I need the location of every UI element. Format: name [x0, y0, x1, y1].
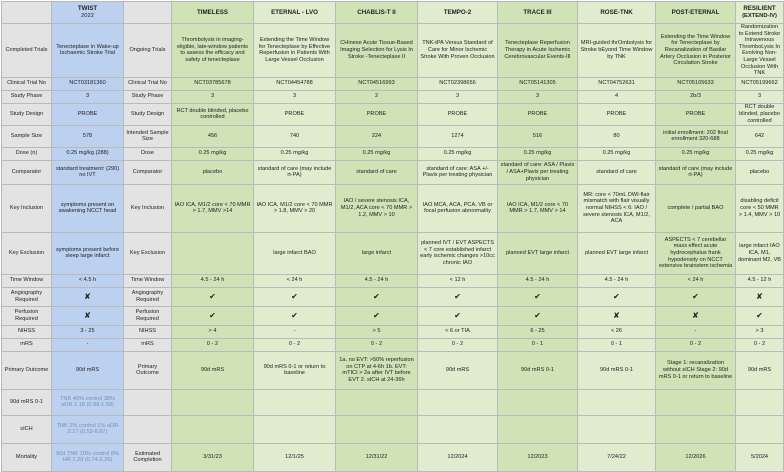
trial-cell: RCT double blinded, placebo controlled — [172, 103, 254, 125]
trial-cell: 3/31/23 — [172, 443, 254, 471]
row-label: Sample Size — [2, 125, 52, 147]
table-row — [2, 77, 784, 90]
trial-cell: large infarct IAO ICA, M1, dominant M2, VB — [736, 232, 784, 274]
table-row — [2, 274, 784, 287]
trial-cell — [254, 415, 336, 443]
row-label: Dose (n) — [2, 147, 52, 160]
trial-cell: large infarct BAO — [254, 232, 336, 274]
trial-cell: 0.25 mg/kg — [578, 147, 656, 160]
trial-cell: PROBE — [336, 103, 418, 125]
trial-cell: IAO / severe stenosis ICA, M1/2, ACA core < 70 MMR > 1.2, MMV > 10 — [336, 184, 418, 232]
trial-cell: initial enrollment: 202 final enrollment 320-688 — [656, 125, 736, 147]
trial-cell — [736, 389, 784, 415]
trial-cell: 12/1/25 — [254, 443, 336, 471]
trial-cell: 90d mRS — [418, 351, 498, 389]
trial-cell: IAO ICA, M1/2 core < 70 MMR > 1.7, MMV > 14 — [498, 184, 578, 232]
trial-cell: planned EVT large infarct — [578, 232, 656, 274]
trial-cell: 2 — [336, 90, 418, 103]
row-label: Key Exclusion — [2, 232, 52, 274]
twist-cell: - — [52, 338, 124, 351]
trial-cell: Extending the Time Window for Tenecteplase by Recanalization of Basilar Artery Occlusion in Posterior Circulation Stroke — [656, 24, 736, 78]
table-row — [2, 90, 784, 103]
table-row — [2, 338, 784, 351]
twist-cell: ✘ — [52, 287, 124, 306]
trial-cell: ✘ — [656, 306, 736, 325]
trial-cell: 0.25 mg/kg — [656, 147, 736, 160]
trial-cell: 642 — [736, 125, 784, 147]
trial-cell: > 3 — [736, 325, 784, 338]
trial-header: TEMPO-2 — [418, 2, 498, 24]
trial-cell: NCT04516993 — [336, 77, 418, 90]
table-row — [2, 389, 784, 415]
trial-cell: RCT double blinded, placebo controlled — [736, 103, 784, 125]
trial-cell: ✔ — [656, 287, 736, 306]
trial-header: RESILIENT (EXTEND-IV) — [736, 2, 784, 24]
trial-cell: ✔ — [498, 306, 578, 325]
trial-cell: MRI-guided thrOmbolysis for Stroke bEyond Time Window by TNK — [578, 24, 656, 78]
trial-header: TIMELESS — [172, 2, 254, 24]
trial-cell: disabling deficit core < 50 MMR > 1.4, MMV > 10 — [736, 184, 784, 232]
trial-cell: 3 — [498, 90, 578, 103]
row-label-ongoing: Estimated Completion — [124, 443, 172, 471]
row-label: Key Inclusion — [2, 184, 52, 232]
table-row — [2, 103, 784, 125]
twist-cell: 3 - 25 — [52, 325, 124, 338]
trial-cell: 0 - 2 — [656, 338, 736, 351]
twist-cell: TNK 2% control 1% aOR 2.17 (0.53-8.87) — [52, 415, 124, 443]
trial-cell: standard of care — [578, 160, 656, 184]
row-label-ongoing: Angiography Required — [124, 287, 172, 306]
row-label: Angiography Required — [2, 287, 52, 306]
trial-cell: IAO ICA, M1/2 core < 70 MMR > 1.7, MMV >14 — [172, 184, 254, 232]
row-label-ongoing: Ongoing Trials — [124, 24, 172, 78]
trial-header: POST-ETERNAL — [656, 2, 736, 24]
trial-cell: < 24 h — [254, 274, 336, 287]
trial-cell: ✔ — [254, 287, 336, 306]
trial-cell — [336, 389, 418, 415]
trial-cell: Randomization to Extend Stroke Intravenous ThromboLysis In Evolving Non-Large Vessel Occlusion With TNK — [736, 24, 784, 78]
row-label: Completed Trials — [2, 24, 52, 78]
twist-header: TWIST 2022 — [52, 2, 124, 24]
row-label: Study Phase — [2, 90, 52, 103]
table-row — [2, 443, 784, 471]
trial-cell: < 24 h — [656, 274, 736, 287]
trial-cell: PROBE — [498, 103, 578, 125]
trial-cell: PROBE — [656, 103, 736, 125]
trial-cell — [254, 389, 336, 415]
row-label-ongoing: Study Phase — [124, 90, 172, 103]
trial-cell: 0 - 2 — [418, 338, 498, 351]
trial-cell: 6 - 25 — [498, 325, 578, 338]
trial-cell: 516 — [498, 125, 578, 147]
trial-cell: - — [254, 325, 336, 338]
trial-cell: > 4 — [172, 325, 254, 338]
table-row — [2, 325, 784, 338]
trial-cell: Thrombolysis in imaging-eligible, late-window patients to assess the efficacy and safety of tenecteplase — [172, 24, 254, 78]
trial-cell: 0.25 mg/kg — [736, 147, 784, 160]
trial-cell: 12/2026 — [656, 443, 736, 471]
trial-cell: < 26 — [578, 325, 656, 338]
trial-cell: ✔ — [498, 287, 578, 306]
trial-cell — [336, 415, 418, 443]
trial-cell: standard of care (may include rt-PA) — [656, 160, 736, 184]
twist-cell: Tenecteplase in Wake-up Ischaemic Stroke Trial — [52, 24, 124, 78]
row-label: Time Window — [2, 274, 52, 287]
row-label: Comparator — [2, 160, 52, 184]
trial-cell — [418, 415, 498, 443]
trial-cell — [578, 389, 656, 415]
trial-cell: 90d mRS 0-1 — [578, 351, 656, 389]
trial-cell: 0 - 2 — [172, 338, 254, 351]
trial-cell: - — [656, 325, 736, 338]
table-row — [2, 184, 784, 232]
trial-cell: ✘ — [736, 287, 784, 306]
trial-cell: ✔ — [172, 287, 254, 306]
twist-cell: 90d mRS — [52, 351, 124, 389]
twist-cell: NCT03181360 — [52, 77, 124, 90]
trial-cell: large infarct — [336, 232, 418, 274]
trial-cell: ✔ — [336, 306, 418, 325]
row-label-ongoing: Key Exclusion — [124, 232, 172, 274]
trial-cell: > 5 — [336, 325, 418, 338]
trial-cell: 0.25 mg/kg — [336, 147, 418, 160]
trial-cell — [578, 415, 656, 443]
trial-cell — [656, 389, 736, 415]
twist-cell: ✘ — [52, 306, 124, 325]
twist-cell: standard treatment: (290) no IVT — [52, 160, 124, 184]
row-label: 90d mRS 0-1 — [2, 389, 52, 415]
trial-cell: 3 — [418, 90, 498, 103]
row-label-ongoing: Key Inclusion — [124, 184, 172, 232]
trial-cell: ✔ — [736, 306, 784, 325]
header-corner — [2, 2, 52, 24]
trial-cell: NCT04454788 — [254, 77, 336, 90]
trial-cell: Tenecteplase Reperfusion Therapy in Acute Ischemic Cerebrovascular Events-III — [498, 24, 578, 78]
trial-cell: NCT03785678 — [172, 77, 254, 90]
trial-cell: 4 — [578, 90, 656, 103]
row-label-ongoing: mRS — [124, 338, 172, 351]
trial-cell — [498, 389, 578, 415]
trial-cell: ✔ — [172, 306, 254, 325]
table-row — [2, 351, 784, 389]
trial-cell: standard of care — [336, 160, 418, 184]
table-row — [2, 306, 784, 325]
trial-cell: 4.5 - 12 h — [736, 274, 784, 287]
trial-cell: 80 — [578, 125, 656, 147]
twist-cell: symptoms present before sleep large infarct — [52, 232, 124, 274]
row-label-ongoing: Time Window — [124, 274, 172, 287]
trial-cell: standard of care: ASA +/- Plavix per treating physician — [418, 160, 498, 184]
trials-table — [1, 1, 784, 472]
row-label-ongoing: NIHSS — [124, 325, 172, 338]
trial-cell — [498, 415, 578, 443]
trial-cell: 3 — [254, 90, 336, 103]
trial-cell: 740 — [254, 125, 336, 147]
trial-cell: CHinese Acute Tissue-Based Imaging Selection for Lysis In Stroke -Tenecteplase II — [336, 24, 418, 78]
trial-cell: 12/2023 — [498, 443, 578, 471]
table-row — [2, 232, 784, 274]
trial-cell: 4.5 - 24 h — [498, 274, 578, 287]
row-label-ongoing: Comparator — [124, 160, 172, 184]
trial-cell: 1274 — [418, 125, 498, 147]
trial-cell: planned IVT / EVT ASPECTS < 7 core established infarct early ischemic changes >10cc chronic IAO — [418, 232, 498, 274]
table-row — [2, 24, 784, 78]
trial-header: TRACE III — [498, 2, 578, 24]
trial-cell: MR: core < 70mL DWI-flair mismatch with flair visually normal NIHSS < 6: IAO / severe stenosis ICA, M1/2, ACA — [578, 184, 656, 232]
row-label-ongoing: Study Design — [124, 103, 172, 125]
trial-cell — [172, 389, 254, 415]
trial-cell: 4.5 - 24 h — [336, 274, 418, 287]
trial-cell — [736, 415, 784, 443]
row-label-ongoing: Dose — [124, 147, 172, 160]
table-row — [2, 147, 784, 160]
trial-cell: ✘ — [578, 306, 656, 325]
trial-cell: ✔ — [336, 287, 418, 306]
table-row — [2, 160, 784, 184]
trial-cell: 0.25 mg/kg — [172, 147, 254, 160]
trial-cell: standard of care (may include rt-PA) — [254, 160, 336, 184]
trial-cell: PROBE — [254, 103, 336, 125]
trial-cell: 3 — [736, 90, 784, 103]
trial-cell — [418, 389, 498, 415]
trial-header: ROSE-TNK — [578, 2, 656, 24]
trial-cell: 1a. no EVT: >50% reperfusion on CTP at 4-6h 1b. EVT: mTICI > 2a after IVT before EVT 2. sICH at 24-36h — [336, 351, 418, 389]
twist-cell: symptoms present on awakening NCCT head — [52, 184, 124, 232]
trial-cell — [172, 232, 254, 274]
trial-cell: ✔ — [418, 287, 498, 306]
trial-cell: 0 - 2 — [736, 338, 784, 351]
table-row — [2, 125, 784, 147]
trial-cell: 12/2024 — [418, 443, 498, 471]
row-label: sICH — [2, 415, 52, 443]
trial-cell: planned EVT large infarct — [498, 232, 578, 274]
twist-cell: 3 — [52, 90, 124, 103]
row-label-ongoing — [124, 415, 172, 443]
trial-cell: NCT05141305 — [498, 77, 578, 90]
row-label-ongoing: Primary Outcome — [124, 351, 172, 389]
row-label-ongoing: Intended Sample Size — [124, 125, 172, 147]
trial-cell: 12/31/22 — [336, 443, 418, 471]
trial-cell: 0 - 1 — [578, 338, 656, 351]
trial-cell: ✔ — [418, 306, 498, 325]
trial-cell: NCT02398656 — [418, 77, 498, 90]
trial-cell: 0 - 2 — [254, 338, 336, 351]
trial-cell: NCT05105633 — [656, 77, 736, 90]
trial-cell: < 6 or TIA — [418, 325, 498, 338]
trial-cell: 90d mRS — [736, 351, 784, 389]
table-body — [2, 24, 784, 472]
trial-cell: placebo — [172, 160, 254, 184]
row-label: Clinical Trial No — [2, 77, 52, 90]
trial-cell: 0.25 mg/kg — [254, 147, 336, 160]
trial-cell: 7/24/22 — [578, 443, 656, 471]
trial-cell: complete / partial BAO — [656, 184, 736, 232]
trial-cell: 90d mRS — [172, 351, 254, 389]
row-label: Perfusion Required — [2, 306, 52, 325]
twist-cell: 0.25 mg/kg (288) — [52, 147, 124, 160]
trial-cell: IAO MCA, ACA, PCA, VB or focal perfusion abnormality — [418, 184, 498, 232]
header-corner-2 — [124, 2, 172, 24]
row-label: Primary Outcome — [2, 351, 52, 389]
trial-cell: 0.25 mg/kg — [498, 147, 578, 160]
trial-cell: 224 — [336, 125, 418, 147]
row-label-ongoing — [124, 389, 172, 415]
trial-cell: 0 - 2 — [336, 338, 418, 351]
trial-cell: ✔ — [578, 287, 656, 306]
row-label-ongoing: Clinical Trial No — [124, 77, 172, 90]
twist-cell: 578 — [52, 125, 124, 147]
trial-cell — [172, 415, 254, 443]
trial-cell: Extending the Time Window for Tenecteplase by Effective Reperfusion in Patients With Large Vessel Occlusion — [254, 24, 336, 78]
trial-cell: 5/2024 — [736, 443, 784, 471]
row-label: Mortality — [2, 443, 52, 471]
trial-cell: 3 — [172, 90, 254, 103]
trial-cell: 4.5 - 24 h — [172, 274, 254, 287]
trial-cell: < 12 h — [418, 274, 498, 287]
twist-cell: PROBE — [52, 103, 124, 125]
trial-cell: TNK-tPA Versus Standard of Care for Minor Ischemic Stroke With Proven Occlusion — [418, 24, 498, 78]
trial-cell: NCT04752631 — [578, 77, 656, 90]
trial-cell — [656, 415, 736, 443]
trial-cell: Stage 1: recanalization without sICH Stage 2: 90d mRS 0-1 or return to baseline — [656, 351, 736, 389]
trial-cell: 0 - 1 — [498, 338, 578, 351]
row-label: NIHSS — [2, 325, 52, 338]
twist-cell: 90d TNK 10% control 8% HR 1.29 (0.74-2.26) — [52, 443, 124, 471]
trial-cell: 90d mRS 0-1 or return to baseline — [254, 351, 336, 389]
trial-header: CHABLIS-T II — [336, 2, 418, 24]
twist-cell: < 4.5 h — [52, 274, 124, 287]
row-label: mRS — [2, 338, 52, 351]
trial-cell: 456 — [172, 125, 254, 147]
row-label-ongoing: Perfusion Required — [124, 306, 172, 325]
table-row — [2, 287, 784, 306]
trial-cell: ASPECTS < 7 cerebellar mass effect acute hydrocephalus frank hypodensity on NCCT extensive brainstem ischemia — [656, 232, 736, 274]
trial-cell: 0.25 mg/kg — [418, 147, 498, 160]
twist-cell: TNK 45% control 38% aOR 1.18 (0.88-1.58) — [52, 389, 124, 415]
row-label: Study Design — [2, 103, 52, 125]
table-row — [2, 415, 784, 443]
trial-cell: NCT05199662 — [736, 77, 784, 90]
trial-cell: 90d mRS 0-1 — [498, 351, 578, 389]
trial-cell: standard of care: ASA / Plavix / ASA+Plavix per treating physician — [498, 160, 578, 184]
trial-cell: PROBE — [418, 103, 498, 125]
trial-cell: placebo — [736, 160, 784, 184]
trial-header: ETERNAL - LVO — [254, 2, 336, 24]
trial-cell: 2b/3 — [656, 90, 736, 103]
trial-cell: ✔ — [254, 306, 336, 325]
trial-cell: 4.5 - 24 h — [578, 274, 656, 287]
trial-cell: PROBE — [578, 103, 656, 125]
header-row — [2, 2, 784, 24]
trial-cell: IAO ICA, M1/2 core < 70 MMR > 1.8, MMV > 20 — [254, 184, 336, 232]
